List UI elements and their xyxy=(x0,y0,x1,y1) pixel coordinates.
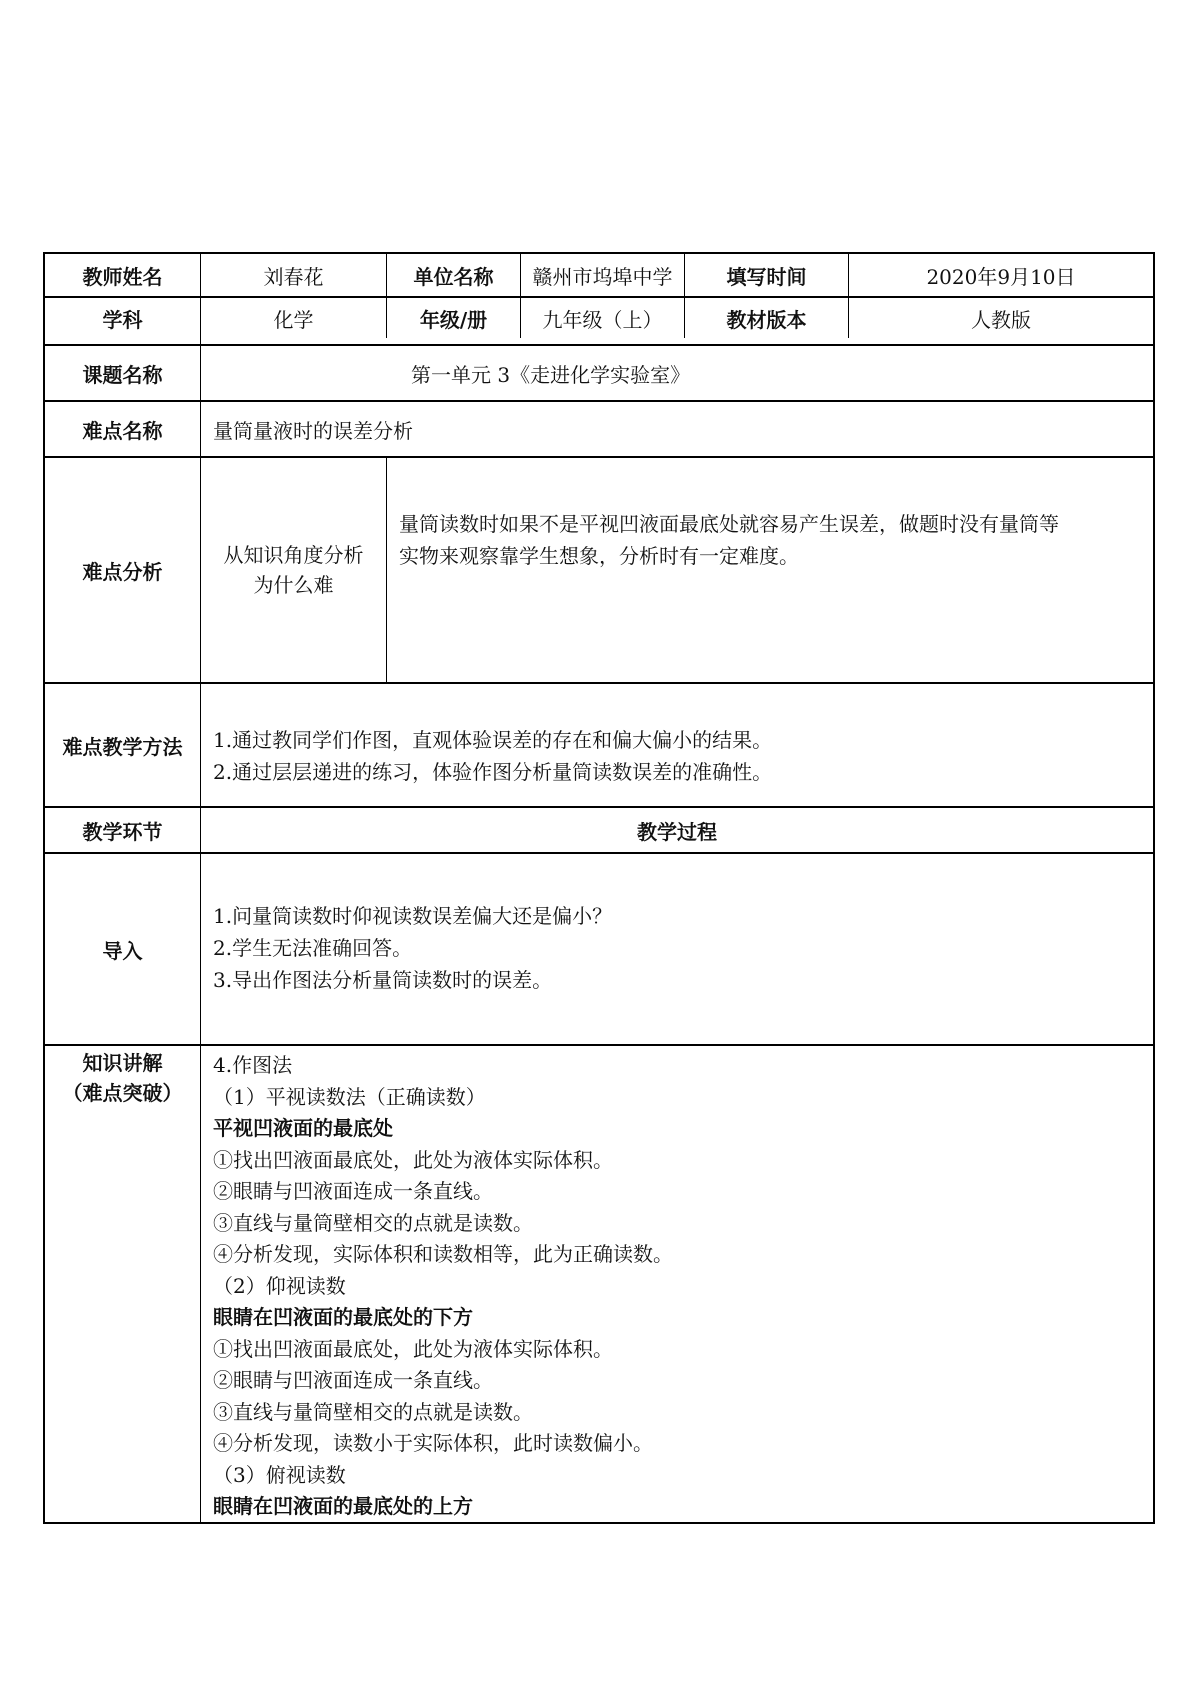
knowledge-line: ②眼睛与凹液面连成一条直线。 xyxy=(213,1179,493,1203)
process-label: 教学过程 xyxy=(637,819,717,844)
subject-value: 化学 xyxy=(201,298,387,338)
analysis-row xyxy=(43,456,1155,682)
grade-label: 年级/册 xyxy=(387,298,521,338)
knowledge-label-line2: （难点突破） xyxy=(62,1081,183,1105)
analysis-sub-label: 从知识角度分析为什么难 xyxy=(201,458,387,682)
process-header-row xyxy=(43,806,1155,852)
method-row xyxy=(43,682,1155,806)
difficulty-value: 量筒量液时的误差分析 xyxy=(213,418,413,443)
intro-row xyxy=(43,852,1155,1044)
intro-line: 1.问量筒读数时仰视读数误差偏大还是偏小？ xyxy=(213,904,613,928)
knowledge-line: （2）仰视读数 xyxy=(213,1273,346,1298)
knowledge-line: 4.作图法 xyxy=(213,1053,293,1077)
analysis-label: 难点分析 xyxy=(45,458,201,682)
knowledge-line: 眼睛在凹液面的最底处的下方 xyxy=(213,1305,473,1329)
analysis-line: 实物来观察靠学生想象，分析时有一定难度。 xyxy=(399,544,799,568)
knowledge-line: 平视凹液面的最底处 xyxy=(213,1116,393,1140)
date-value: 2020年9月10日 xyxy=(926,264,1076,289)
knowledge-line: ③直线与量筒壁相交的点就是读数。 xyxy=(213,1210,533,1235)
unit-value: 赣州市坞埠中学 xyxy=(521,254,685,296)
stage-label: 教学环节 xyxy=(45,808,201,852)
knowledge-line: （1）平视读数法（正确读数） xyxy=(213,1084,486,1109)
intro-label: 导入 xyxy=(45,854,201,1044)
intro-line: 3.导出作图法分析量筒读数时的误差。 xyxy=(213,968,553,992)
lesson-plan-table xyxy=(43,252,1155,1524)
knowledge-line: （3）俯视读数 xyxy=(213,1462,346,1487)
knowledge-line: ③直线与量筒壁相交的点就是读数。 xyxy=(213,1399,533,1424)
intro-line: 2.学生无法准确回答。 xyxy=(213,936,413,960)
subject-label: 学科 xyxy=(45,298,201,338)
knowledge-line: ①找出凹液面最底处，此处为液体实际体积。 xyxy=(213,1336,613,1361)
method-label: 难点教学方法 xyxy=(45,684,201,806)
method-text xyxy=(201,684,1153,806)
knowledge-line: ①找出凹液面最底处，此处为液体实际体积。 xyxy=(213,1147,613,1172)
difficulty-row xyxy=(43,400,1155,456)
knowledge-line: ④分析发现，读数小于实际体积，此时读数偏小。 xyxy=(213,1431,653,1455)
topic-label: 课题名称 xyxy=(45,346,201,400)
knowledge-label-line1: 知识讲解 xyxy=(82,1051,163,1075)
method-line: 2.通过层层递进的练习，体验作图分析量筒读数误差的准确性。 xyxy=(213,760,773,784)
textbook-value: 人教版 xyxy=(971,307,1031,332)
header-row-2 xyxy=(43,296,1155,338)
date-label: 填写时间 xyxy=(685,254,849,296)
analysis-line: 量筒读数时如果不是平视凹液面最底处就容易产生误差，做题时没有量筒等 xyxy=(399,512,1059,536)
knowledge-line: ④分析发现，实际体积和读数相等，此为正确读数。 xyxy=(213,1242,673,1266)
grade-value: 九年级（上） xyxy=(521,298,685,338)
teacher-label: 教师姓名 xyxy=(45,254,201,296)
header-row-1 xyxy=(43,252,1155,296)
difficulty-label: 难点名称 xyxy=(45,402,201,456)
analysis-text xyxy=(387,458,1153,682)
topic-row xyxy=(43,344,1155,400)
knowledge-line: 眼睛在凹液面的最底处的上方 xyxy=(213,1494,473,1518)
topic-value: 第一单元 3《走进化学实验室》 xyxy=(411,362,691,387)
textbook-label: 教材版本 xyxy=(685,298,849,338)
knowledge-line: ②眼睛与凹液面连成一条直线。 xyxy=(213,1368,493,1392)
knowledge-row xyxy=(43,1044,1155,1524)
unit-label: 单位名称 xyxy=(387,254,521,296)
knowledge-label xyxy=(45,1046,201,1522)
knowledge-text xyxy=(201,1046,1153,1522)
intro-text xyxy=(201,854,1153,1044)
method-line: 1.通过教同学们作图，直观体验误差的存在和偏大偏小的结果。 xyxy=(213,728,773,752)
teacher-value: 刘春花 xyxy=(201,254,387,296)
